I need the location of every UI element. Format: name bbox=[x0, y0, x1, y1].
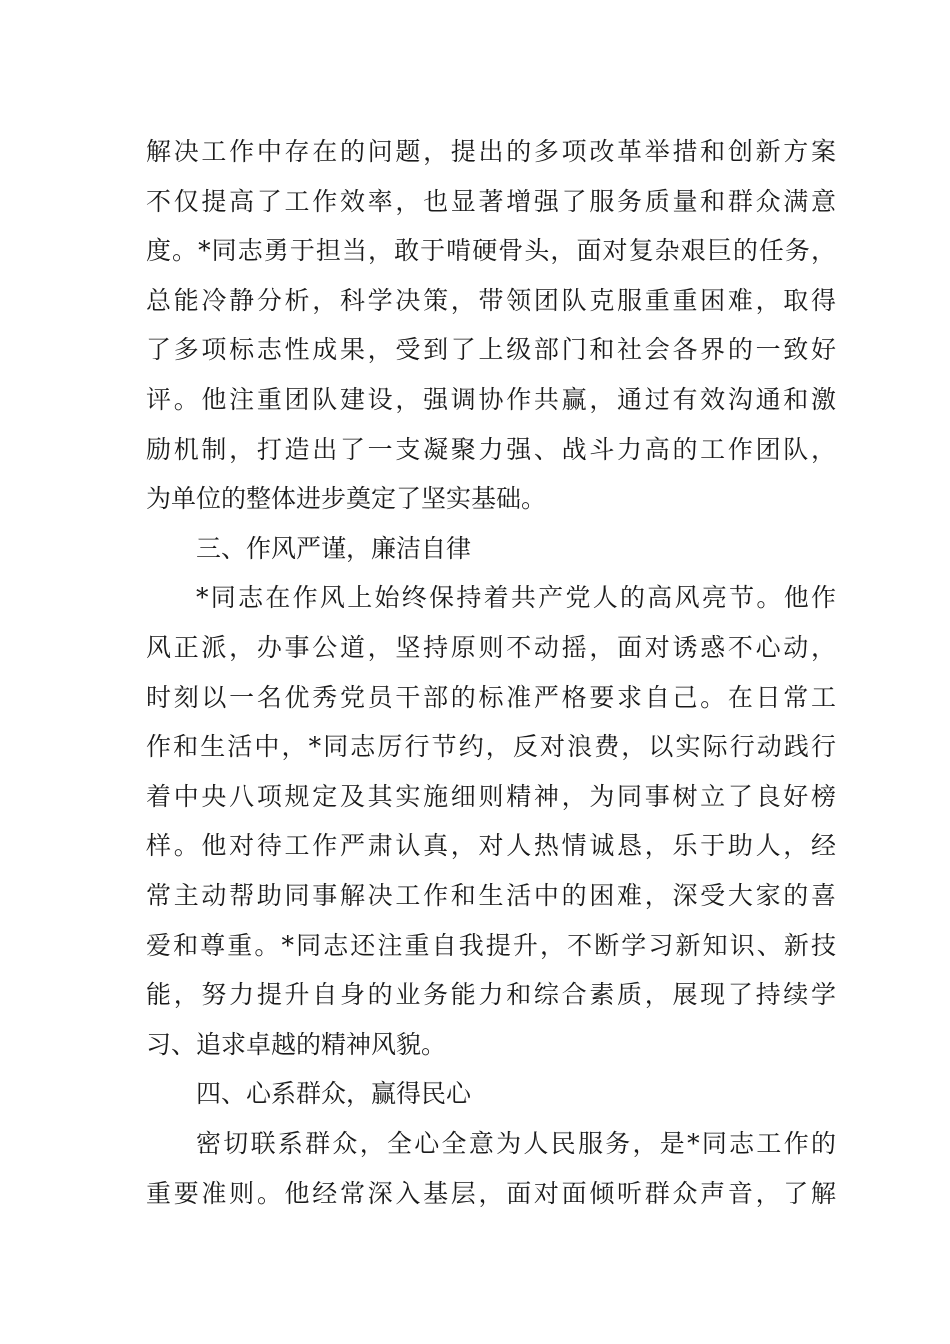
text-line: 密切联系群众，全心全意为人民服务，是*同志工作的 bbox=[196, 1129, 836, 1158]
text-line: 时刻以一名优秀党员干部的标准严格要求自己。在日常工 bbox=[146, 682, 836, 712]
text-line: 风正派，办事公道，坚持原则不动摇，面对诱惑不心动， bbox=[146, 633, 836, 662]
text-line: 总能冷静分析，科学决策，带领团队克服重重困难，取得 bbox=[146, 285, 836, 315]
text-line: 解决工作中存在的问题，提出的多项改革举措和创新方案 bbox=[146, 137, 836, 166]
text-line: 三、作风严谨，廉洁自律 bbox=[196, 533, 472, 563]
text-line: 不仅提高了工作效率，也显著增强了服务质量和群众满意 bbox=[146, 186, 836, 216]
text-line: *同志在作风上始终保持着共产党人的高风亮节。他作 bbox=[196, 583, 836, 613]
text-line: 能，努力提升自身的业务能力和综合素质，展现了持续学 bbox=[146, 980, 836, 1010]
text-line: 评。他注重团队建设，强调协作共赢，通过有效沟通和激 bbox=[146, 385, 836, 414]
text-line: 作和生活中，*同志厉行节约，反对浪费，以实际行动践行 bbox=[146, 732, 836, 762]
text-line: 为单位的整体进步奠定了坚实基础。 bbox=[146, 484, 547, 514]
text-line: 样。他对待工作严肃认真，对人热情诚恳，乐于助人，经 bbox=[146, 831, 836, 861]
text-line: 常主动帮助同事解决工作和生活中的困难，深受大家的喜 bbox=[146, 881, 836, 910]
text-line: 四、心系群众，赢得民心 bbox=[196, 1079, 472, 1109]
text-line: 励机制，打造出了一支凝聚力强、战斗力高的工作团队， bbox=[146, 434, 836, 464]
text-line: 着中央八项规定及其实施细则精神，为同事树立了良好榜 bbox=[146, 781, 836, 811]
text-line: 习、追求卓越的精神风貌。 bbox=[146, 1029, 447, 1059]
text-line: 度。*同志勇于担当，敢于啃硬骨头，面对复杂艰巨的任务， bbox=[146, 236, 836, 266]
text-line: 重要准则。他经常深入基层，面对面倾听群众声音，了解 bbox=[146, 1178, 836, 1208]
text-line: 爱和尊重。*同志还注重自我提升，不断学习新知识、新技 bbox=[146, 930, 836, 960]
text-line: 了多项标志性成果，受到了上级部门和社会各界的一致好 bbox=[146, 335, 836, 365]
